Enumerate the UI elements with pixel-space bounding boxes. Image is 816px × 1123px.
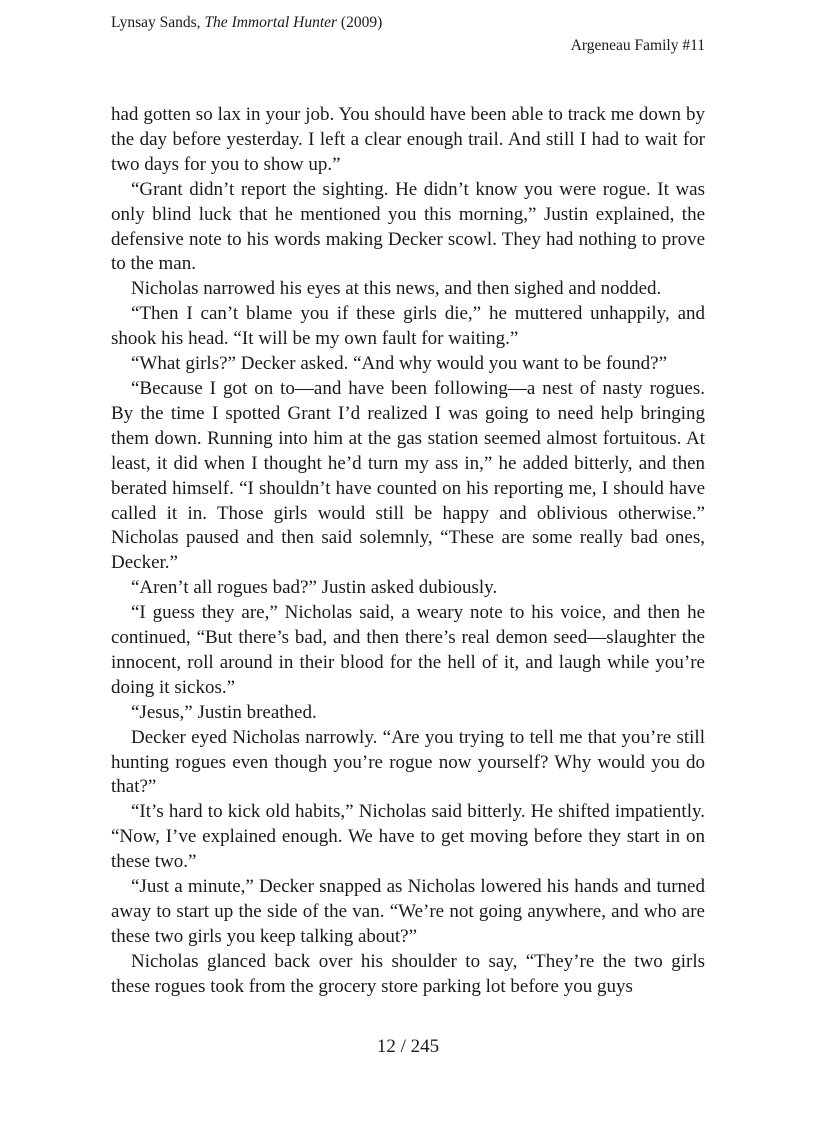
- paragraph-1: had gotten so lax in your job. You should have been able to track me down by the day before yesterday. I left a clear enough trail. And still I had to wait for two days for you to show up.”: [111, 104, 705, 175]
- series-title: Argeneau Family #11: [570, 37, 705, 54]
- paragraph-9: “Jesus,” Justin breathed.: [131, 701, 317, 723]
- paragraph-12: “Just a minute,” Decker snapped as Nicholas lowered his hands and turned away to start up the side of the van. “We’re not going anywhere, and who are these two girls you keep talking about?”: [111, 876, 705, 947]
- paragraph-11: “It’s hard to kick old habits,” Nicholas said bitterly. He shifted impatiently. “Now, I’ve explained enough. We have to get moving before they start in on these two.”: [111, 801, 705, 873]
- paragraph-7: “Aren’t all rogues bad?” Justin asked dubiously.: [131, 577, 498, 599]
- page-body-text: [111, 103, 705, 1000]
- paragraph-13: Nicholas glanced back over his shoulder to say, “They’re the two girls these rogues took from the grocery store parking lot before you guys: [111, 950, 705, 997]
- paragraph-6: “Because I got on to—and have been following—a nest of nasty rogues. By the time I spotted Grant I’d realized I was going to need help bringing them down. Running into him at the gas station seemed almost fortuitous. At least, it did when I thought he’d turn my ass in,” he added bitterly, and then berated himself. “I shouldn’t have counted on his reporting me, I should have called it in. Those girls would still be happy and oblivious otherwise.” Nicholas paused and then said solemnly, “These are some really bad ones, Decker.”: [111, 377, 705, 574]
- paragraph-4: “Then I can’t blame you if these girls die,” he muttered unhappily, and shook his head. “It will be my own fault for waiting.”: [111, 303, 705, 350]
- paragraph-2: “Grant didn’t report the sighting. He didn’t know you were rogue. It was only blind luck that he mentioned you this morning,” Justin explained, the defensive note to his words making Decker scowl. They had nothing to prove to the man.: [111, 178, 705, 275]
- book-title: The Immortal Hunter: [204, 14, 338, 31]
- paragraph-5: “What girls?” Decker asked. “And why would you want to be found?”: [131, 353, 668, 375]
- publication-year: (2009): [337, 14, 383, 31]
- author-name: Lynsay Sands,: [111, 14, 205, 31]
- running-header-left: [111, 13, 382, 33]
- page-number: 12 / 245: [376, 1036, 440, 1057]
- paragraph-8: “I guess they are,” Nicholas said, a weary note to his voice, and then he continued, “But there’s bad, and then there’s real demon seed—slaughter the innocent, roll around in their blood for the hell of it, and laugh while you’re doing it sickos.”: [111, 602, 705, 698]
- paragraph-10: Decker eyed Nicholas narrowly. “Are you trying to tell me that you’re still hunting rogues even though you’re rogue now yourself? Why would you do that?”: [111, 726, 705, 798]
- paragraph-3: Nicholas narrowed his eyes at this news, and then sighed and nodded.: [131, 278, 662, 300]
